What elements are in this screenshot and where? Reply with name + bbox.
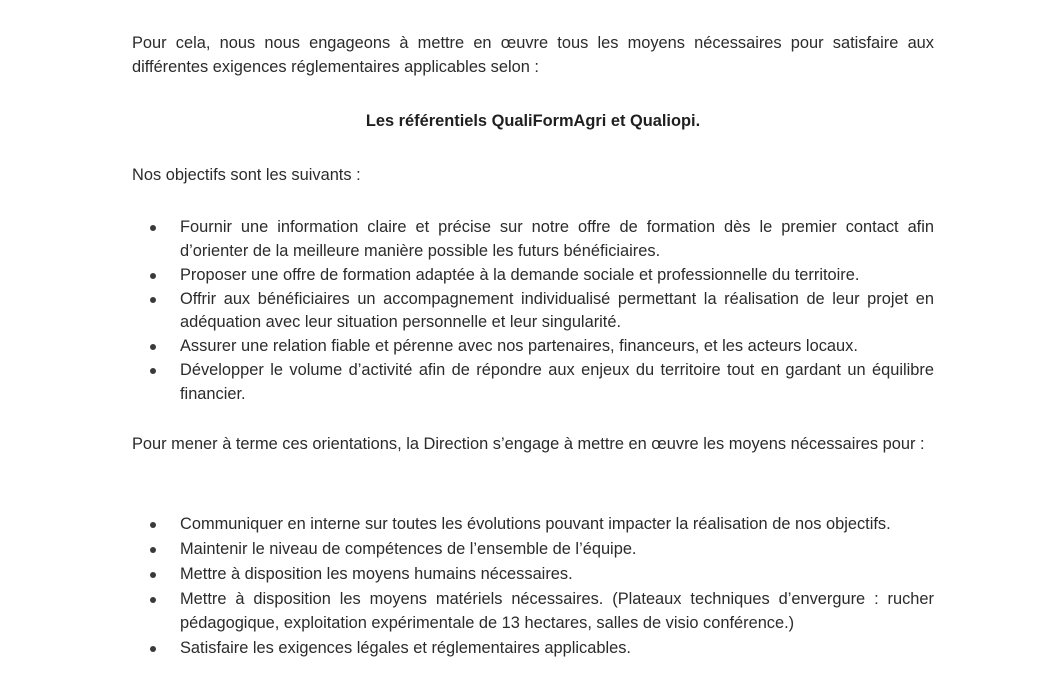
bullet-icon xyxy=(150,273,156,279)
list-item-text: Maintenir le niveau de compétences de l’ensemble de l’équipe. xyxy=(180,540,637,559)
bullet-icon xyxy=(150,297,156,303)
objectives-list xyxy=(132,216,934,407)
bullet-icon xyxy=(150,522,156,528)
list-item-text: Assurer une relation fiable et pérenne avec nos partenaires, financeurs, et les acteurs locaux. xyxy=(180,337,858,355)
bullet-icon xyxy=(150,225,156,231)
list-item-text: Mettre à disposition les moyens matériels nécessaires. (Plateaux techniques d’envergure : rucher pédagogique, exploitation expérimentale de 13 hectares, salles de visio conférence.) xyxy=(180,590,934,632)
list-item xyxy=(132,637,934,661)
list-item xyxy=(132,288,934,335)
list-item xyxy=(132,359,934,406)
list-item xyxy=(132,563,934,587)
list-item-text: Satisfaire les exigences légales et réglementaires applicables. xyxy=(180,638,631,657)
intro-paragraph: Pour cela, nous nous engageons à mettre en œuvre tous les moyens nécessaires pour satisfaire aux différentes exigences réglementaires applicables selon : xyxy=(132,34,934,76)
list-item xyxy=(132,264,934,288)
list-item xyxy=(132,538,934,562)
bullet-icon xyxy=(150,368,156,374)
list-item xyxy=(132,513,934,537)
referentials-heading: Les référentiels QualiFormAgri et Qualiopi. xyxy=(365,112,701,130)
list-item xyxy=(132,588,934,635)
bullet-icon xyxy=(150,597,156,603)
list-item-text: Mettre à disposition les moyens humains nécessaires. xyxy=(180,565,573,584)
direction-intro: Pour mener à terme ces orientations, la Direction s’engage à mettre en œuvre les moyens nécessaires pour : xyxy=(132,435,925,453)
objectives-intro: Nos objectifs sont les suivants : xyxy=(132,166,361,184)
bullet-icon xyxy=(150,572,156,578)
commitments-list xyxy=(132,513,934,662)
list-item xyxy=(132,335,934,359)
bullet-icon xyxy=(150,547,156,553)
bullet-icon xyxy=(150,646,156,652)
list-item-text: Fournir une information claire et précise sur notre offre de formation dès le premier contact afin d’orienter de la meilleure manière possible les futurs bénéficiaires. xyxy=(180,218,934,260)
bullet-icon xyxy=(150,344,156,350)
list-item-text: Offrir aux bénéficiaires un accompagnement individualisé permettant la réalisation de leur projet en adéquation avec leur situation personnelle et leur singularité. xyxy=(180,289,934,331)
list-item-text: Communiquer en interne sur toutes les évolutions pouvant impacter la réalisation de nos objectifs. xyxy=(180,515,891,533)
list-item-text: Développer le volume d’activité afin de répondre aux enjeux du territoire tout en gardant un équilibre financier. xyxy=(180,361,934,403)
list-item-text: Proposer une offre de formation adaptée à la demande sociale et professionnelle du territoire. xyxy=(180,265,860,284)
list-item xyxy=(132,216,934,263)
